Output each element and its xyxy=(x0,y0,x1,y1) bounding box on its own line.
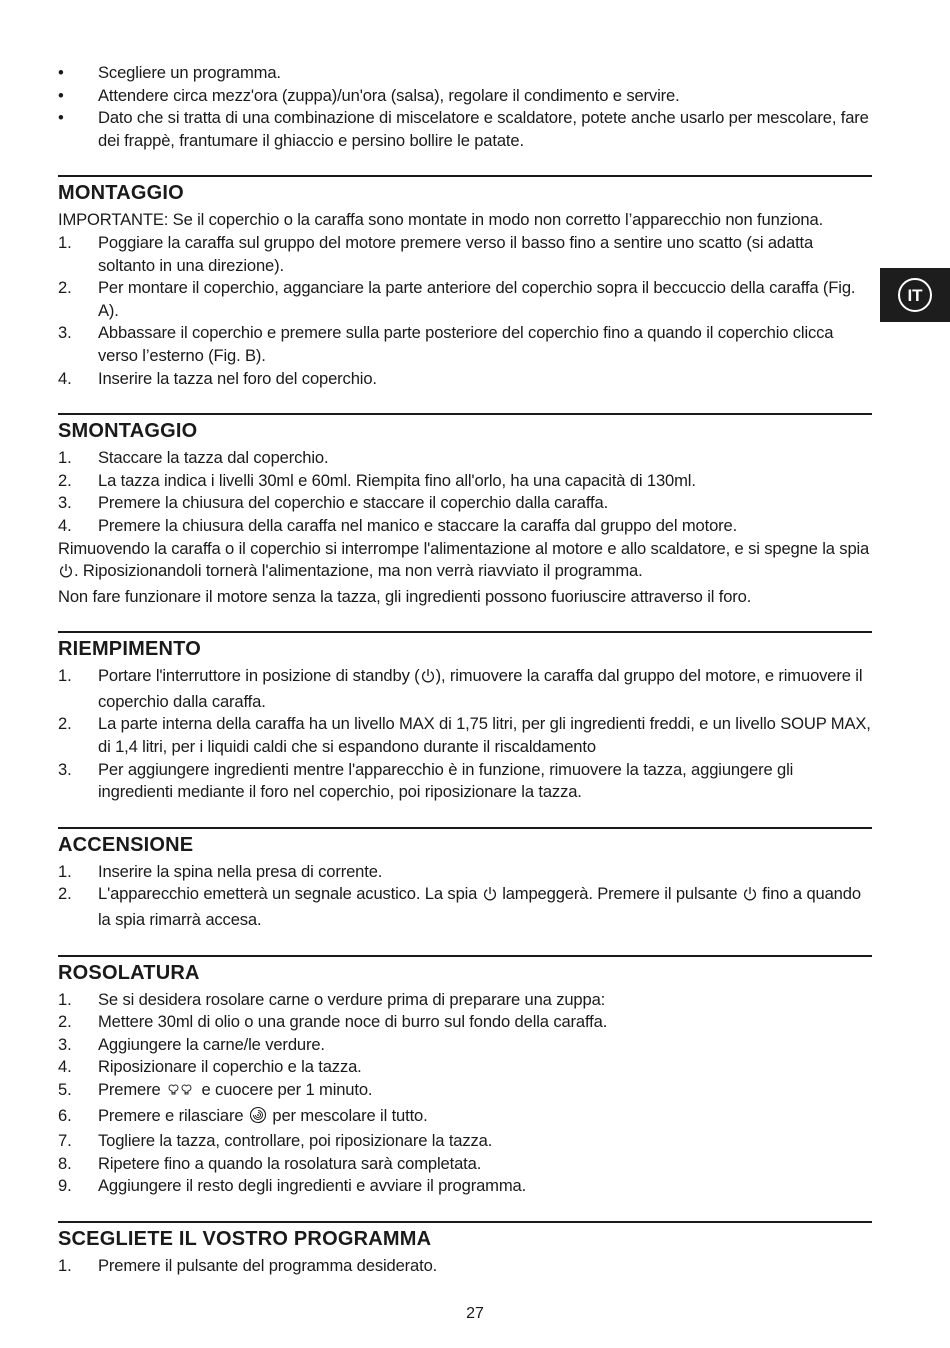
bullet-item xyxy=(58,107,872,152)
step-number: 8. xyxy=(58,1153,72,1173)
list-item xyxy=(58,1056,872,1079)
step-text: ), rimuovere la caraffa dal gruppo del motore, e rimuovere il coperchio dalla caraffa. xyxy=(98,666,863,711)
step-number: 6. xyxy=(58,1105,72,1125)
bullet-item xyxy=(58,85,872,108)
step-text: Premere la chiusura del coperchio e staccare il coperchio dalla caraffa. xyxy=(98,493,609,513)
step-text: Premere xyxy=(98,1080,166,1099)
step-text: Ripetere fino a quando la rosolatura sarà completata. xyxy=(98,1153,482,1173)
step-number: 3. xyxy=(58,493,72,513)
bullet-text: Dato che si tratta di una combinazione di miscelatore e scaldatore, potete anche usarlo per mescolare, fare dei frappè, frantumare il ghiaccio e persino bollire le patate. xyxy=(98,108,869,150)
step-text: e cuocere per 1 minuto. xyxy=(197,1080,373,1099)
step-text: Mettere 30ml di olio o una grande noce di burro sul fondo della caraffa. xyxy=(98,1012,608,1032)
section-rosolatura xyxy=(58,955,872,1198)
section-title: ROSOLATURA xyxy=(58,961,200,984)
step-number: 4. xyxy=(58,1057,72,1077)
step-number: 1. xyxy=(58,448,72,468)
power-icon xyxy=(483,886,497,909)
list-item xyxy=(58,989,872,1012)
section-title: SCEGLIETE IL VOSTRO PROGRAMMA xyxy=(58,1227,432,1250)
step-number: 7. xyxy=(58,1131,72,1151)
list-item xyxy=(58,515,872,538)
step-text: fino a quando la spia rimarrà accesa. xyxy=(98,884,861,930)
step-text: Premere e rilasciare xyxy=(98,1105,248,1125)
bullet-mark: • xyxy=(58,85,64,105)
power-icon xyxy=(743,886,757,909)
intro-bullets xyxy=(58,62,872,152)
step-text: L'apparecchio emetterà un segnale acustico. La spia xyxy=(98,884,482,904)
paragraph-text: . Riposizionandoli tornerà l'alimentazione, ma non verrà riavviato il programma. xyxy=(74,561,643,581)
bullet-mark: • xyxy=(58,63,64,82)
section-montaggio xyxy=(58,175,872,390)
step-number: 3. xyxy=(58,1034,72,1054)
paragraph-text: Rimuovendo la caraffa o il coperchio si interrompe l'alimentazione al motore e allo scaldatore, e si spegne la spia xyxy=(58,538,870,558)
important-note: IMPORTANTE: Se il coperchio o la caraffa sono montate in modo non corretto l’apparecchio non funziona. xyxy=(58,210,824,230)
step-text: Se si desidera rosolare carne o verdure prima di preparare una zuppa: xyxy=(98,989,606,1009)
pulse-mix-icon xyxy=(249,1106,267,1131)
list-item xyxy=(58,232,872,277)
list-item xyxy=(58,492,872,515)
bullet-mark: • xyxy=(58,108,64,128)
step-number: 4. xyxy=(58,368,72,388)
step-text: Per aggiungere ingredienti mentre l'apparecchio è in funzione, rimuovere la tazza, aggiungere gli ingredienti mediante il foro nel coperchio, poi riposizionare la tazza. xyxy=(98,759,794,802)
list-item xyxy=(58,665,872,713)
list-item xyxy=(58,277,872,322)
step-text: Aggiungere il resto degli ingredienti e avviare il programma. xyxy=(98,1176,527,1196)
list-item xyxy=(58,1255,872,1278)
step-number: 2. xyxy=(58,470,72,490)
step-number: 3. xyxy=(58,759,72,779)
step-number: 9. xyxy=(58,1176,72,1196)
page-body xyxy=(58,62,872,1278)
saute-icon xyxy=(166,1082,196,1105)
list-item xyxy=(58,470,872,493)
step-number: 1. xyxy=(58,232,72,252)
power-icon xyxy=(421,668,435,691)
language-label: IT xyxy=(907,285,923,305)
step-number: 2. xyxy=(58,714,72,734)
step-text: per mescolare il tutto. xyxy=(267,1105,428,1125)
step-number: 5. xyxy=(58,1080,72,1099)
list-item xyxy=(58,1105,872,1131)
language-tab xyxy=(880,268,950,322)
list-item xyxy=(58,861,872,884)
step-text: Premere il pulsante del programma desiderato. xyxy=(98,1255,438,1275)
section-smontaggio xyxy=(58,413,872,608)
bullet-text: Scegliere un programma. xyxy=(98,63,281,82)
step-text: Per montare il coperchio, agganciare la parte anteriore del coperchio sopra il beccuccio della caraffa (Fig. A). xyxy=(98,278,856,320)
step-text: Riposizionare il coperchio e la tazza. xyxy=(98,1057,362,1077)
step-text: Inserire la spina nella presa di corrente. xyxy=(98,861,383,881)
list-item xyxy=(58,1153,872,1176)
step-text: Aggiungere la carne/le verdure. xyxy=(98,1034,325,1054)
step-text: Portare l'interruttore in posizione di standby ( xyxy=(98,666,420,686)
bullet-item xyxy=(58,62,872,85)
list-item xyxy=(58,713,872,758)
list-item xyxy=(58,883,872,931)
step-text: lampeggerà. Premere il pulsante xyxy=(497,884,742,904)
page-number: 27 xyxy=(466,1305,484,1322)
section-programma xyxy=(58,1221,872,1278)
step-text: La parte interna della caraffa ha un livello MAX di 1,75 litri, per gli ingredienti freddi, e un livello SOUP MAX, di 1,4 litri, per i liquidi caldi che si espandono durante il riscaldamento xyxy=(98,714,871,757)
paragraph: Non fare funzionare il motore senza la tazza, gli ingredienti possono fuoriuscire attraverso il foro. xyxy=(58,586,752,606)
step-text: Abbassare il coperchio e premere sulla parte posteriore del coperchio fino a quando il coperchio clicca verso l’esterno (Fig. B). xyxy=(98,323,834,365)
paragraph xyxy=(58,538,872,586)
power-icon xyxy=(59,563,73,586)
step-text: Inserire la tazza nel foro del coperchio. xyxy=(98,368,377,388)
list-item xyxy=(58,447,872,470)
bullet-text: Attendere circa mezz'ora (zuppa)/un'ora (salsa), regolare il condimento e servire. xyxy=(98,85,680,105)
step-text: La tazza indica i livelli 30ml e 60ml. Riempita fino all'orlo, ha una capacità di 130ml. xyxy=(98,470,696,490)
list-item xyxy=(58,1034,872,1057)
section-riempimento xyxy=(58,631,872,804)
section-title: MONTAGGIO xyxy=(58,182,184,205)
step-number: 1. xyxy=(58,989,72,1009)
section-title: SMONTAGGIO xyxy=(58,420,198,443)
section-title: RIEMPIMENTO xyxy=(58,638,201,661)
step-number: 2. xyxy=(58,1012,72,1032)
list-item xyxy=(58,1079,872,1105)
step-number: 1. xyxy=(58,666,72,686)
list-item xyxy=(58,1175,872,1198)
list-item xyxy=(58,322,872,367)
step-number: 4. xyxy=(58,515,72,535)
step-text: Poggiare la caraffa sul gruppo del motore premere verso il basso fino a sentire uno scatto (si adatta soltanto in una direzione). xyxy=(98,232,814,275)
section-accensione xyxy=(58,827,872,932)
section-title: ACCENSIONE xyxy=(58,833,194,856)
step-number: 2. xyxy=(58,884,72,904)
list-item xyxy=(58,1011,872,1034)
list-item xyxy=(58,1130,872,1153)
step-text: Togliere la tazza, controllare, poi riposizionare la tazza. xyxy=(98,1131,493,1151)
step-number: 1. xyxy=(58,861,72,881)
step-text: Premere la chiusura della caraffa nel manico e staccare la caraffa dal gruppo del motore. xyxy=(98,515,738,535)
list-item xyxy=(58,368,872,391)
step-number: 1. xyxy=(58,1255,72,1275)
step-number: 2. xyxy=(58,278,72,298)
list-item xyxy=(58,759,872,804)
language-badge xyxy=(898,278,932,312)
step-number: 3. xyxy=(58,323,72,343)
step-text: Staccare la tazza dal coperchio. xyxy=(98,448,329,468)
